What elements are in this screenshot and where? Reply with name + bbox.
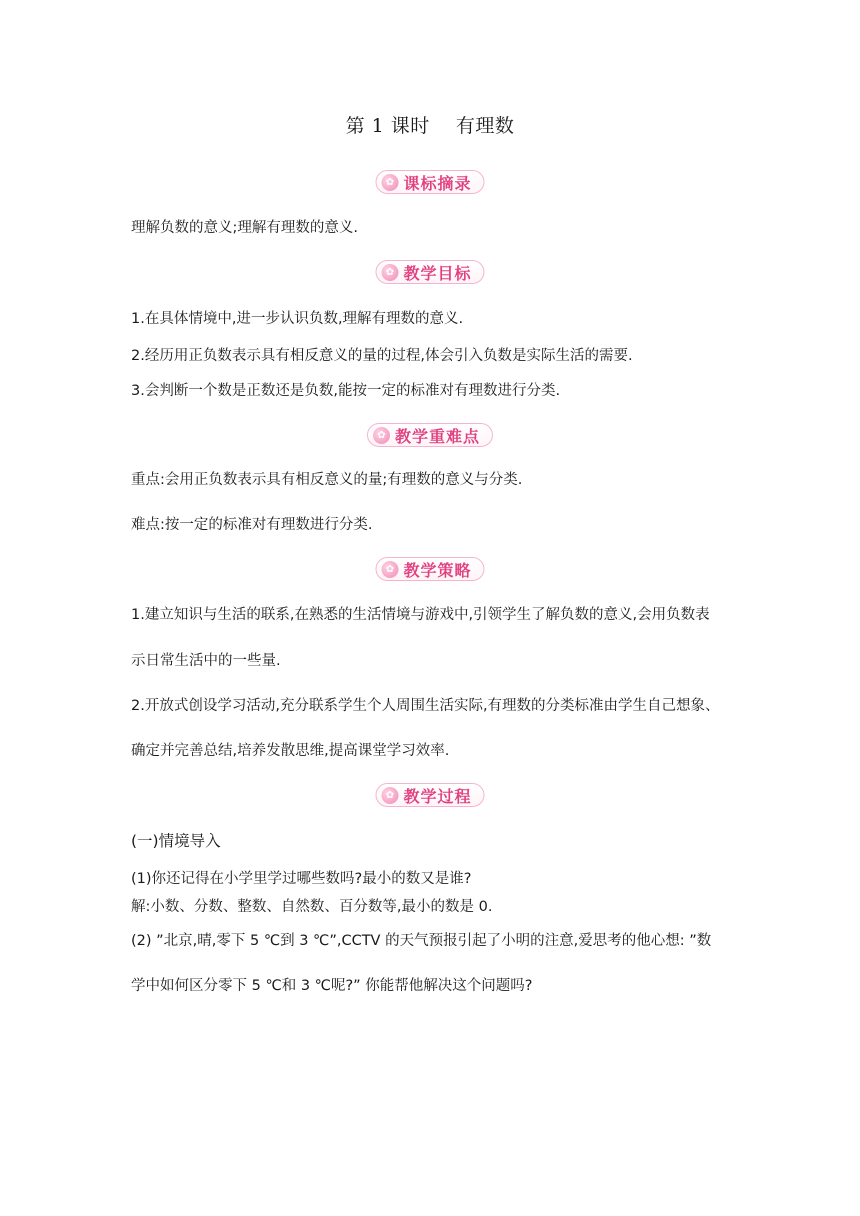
strategy-line: 1.建立知识与生活的联系,在熟悉的生活情境与游戏中,引领学生了解负数的意义,会用负数表 bbox=[131, 607, 710, 623]
lesson-title: 第 1 课时 有理数 bbox=[345, 115, 515, 137]
book-hand-icon: ✿ bbox=[381, 264, 398, 281]
section-label: 教学策略 bbox=[403, 560, 472, 580]
strategy-line: 2.开放式创设学习活动,充分联系学生个人周围生活实际,有理数的分类标准由学生自己想象、 bbox=[131, 698, 720, 714]
book-hand-icon: ✿ bbox=[381, 787, 398, 804]
section-label: 教学重难点 bbox=[394, 426, 481, 446]
process-line: (2) ”北京,晴,零下 5 ℃到 3 ℃”,CCTV 的天气预报引起了小明的注意,爱思考的他心想: ”数 bbox=[131, 933, 712, 949]
process-line: 解:小数、分数、整数、自然数、百分数等,最小的数是 0. bbox=[131, 899, 493, 915]
objective-item: 1.在具体情境中,进一步认识负数,理解有理数的意义. bbox=[131, 311, 464, 327]
strategy-line: 示日常生活中的一些量. bbox=[131, 653, 281, 669]
book-hand-icon: ✿ bbox=[373, 427, 390, 444]
standards-text: 理解负数的意义;理解有理数的意义. bbox=[131, 220, 358, 236]
objective-item: 3.会判断一个数是正数还是负数,能按一定的标准对有理数进行分类. bbox=[131, 383, 561, 399]
objective-item: 2.经历用正负数表示具有相反意义的量的过程,体会引入负数是实际生活的需要. bbox=[131, 348, 633, 364]
section-label: 教学过程 bbox=[403, 786, 472, 806]
section-label: 课标摘录 bbox=[403, 173, 472, 193]
strategy-line: 确定并完善总结,培养发散思维,提高课堂学习效率. bbox=[131, 743, 450, 759]
process-line: (1)你还记得在小学里学过哪些数吗?最小的数又是谁? bbox=[131, 871, 472, 887]
section-badge-strategy bbox=[375, 557, 484, 581]
key-point-item: 难点:按一定的标准对有理数进行分类. bbox=[131, 517, 373, 533]
section-badge-process bbox=[375, 783, 484, 807]
section-badge-key-points bbox=[367, 423, 493, 447]
process-subheading: (一)情境导入 bbox=[131, 832, 221, 850]
book-hand-icon: ✿ bbox=[381, 561, 398, 578]
section-badge-standards bbox=[375, 170, 484, 194]
book-hand-icon: ✿ bbox=[381, 174, 398, 191]
key-point-item: 重点:会用正负数表示具有相反意义的量;有理数的意义与分类. bbox=[131, 472, 523, 488]
section-label: 教学目标 bbox=[403, 263, 472, 283]
section-badge-objectives bbox=[375, 260, 484, 284]
process-line: 学中如何区分零下 5 ℃和 3 ℃呢?” 你能帮他解决这个问题吗? bbox=[131, 978, 533, 994]
